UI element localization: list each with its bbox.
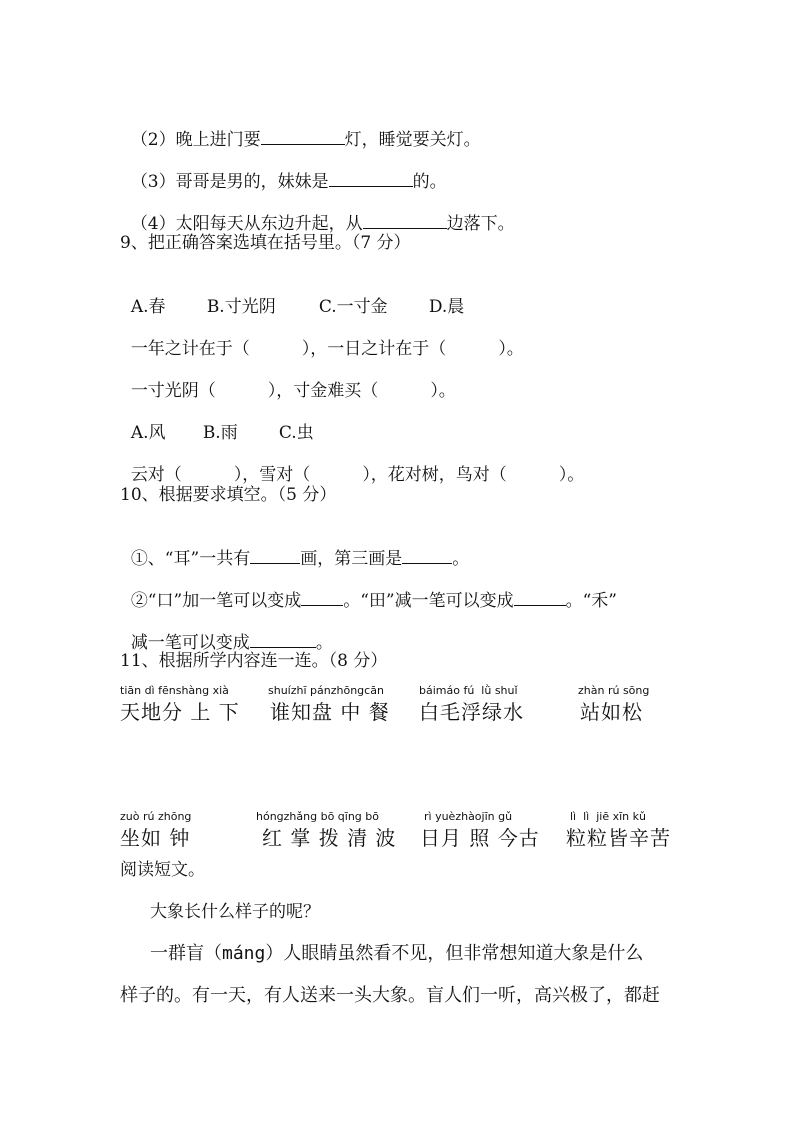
q10-l3-b: 。 <box>315 633 333 653</box>
q9-s1-a: 一年之计在于（ <box>130 339 250 359</box>
q10-l1-b: 画，第三画是 <box>300 549 403 569</box>
q11-top-1-pinyin: tiān dì fēnshàng xià <box>120 684 229 697</box>
q11-top-4-hanzi[interactable]: 站如松 <box>580 700 643 724</box>
q10-l1-c: 。 <box>452 549 470 569</box>
q8-item-3-text-a: （3）哥哥是男的，妹妹是 <box>130 172 329 192</box>
q8-item-4-blank[interactable] <box>363 212 447 229</box>
q11-bottom-1-hanzi[interactable]: 坐如 钟 <box>120 826 191 850</box>
q9-s3-b: ），雪对（ <box>233 465 311 485</box>
q9-s2-c: ）。 <box>430 381 456 401</box>
q11-bottom-4-pinyin: lì lì jiē xīn kǔ <box>570 810 646 823</box>
q9-title: 9、把正确答案选填在括号里。（7 分） <box>120 233 411 253</box>
q9-s2-a: 一寸光阴（ <box>130 381 216 401</box>
q11-top-1-hanzi[interactable]: 天地分 上 下 <box>120 700 240 724</box>
q11-top-2-hanzi[interactable]: 谁知盘 中 餐 <box>270 700 390 724</box>
reading-title: 大象长什么样子的呢？ <box>150 902 320 922</box>
q10-line-1 <box>120 525 469 570</box>
q8-item-4 <box>120 190 515 235</box>
q11-top-2-pinyin: shuízhī pánzhōngcān <box>268 684 384 697</box>
q8-item-4-text-a: （4）太阳每天从东边升起，从 <box>130 214 363 234</box>
q10-l2-c: 。“禾” <box>565 591 617 611</box>
q10-title: 10、根据要求填空。（5 分） <box>120 485 337 505</box>
q9-sentence-3 <box>120 442 584 486</box>
q9-option-d: D.晨 <box>428 297 465 317</box>
q9-s1-c: ）。 <box>498 339 524 359</box>
q9-s3-c: ），花对树，鸟对（ <box>362 465 507 485</box>
q10-line-3 <box>120 609 333 654</box>
q8-item-3-blank[interactable] <box>329 170 413 187</box>
q11-bottom-3-hanzi[interactable]: 日月 照 今古 <box>420 826 540 850</box>
q9-s3-a: 云对（ <box>130 465 182 485</box>
q10-l1-a: ①、“耳”一共有 <box>130 549 251 569</box>
q10-l2-b: 。“田”减一笔可以变成 <box>343 591 514 611</box>
reading-heading: 阅读短文。 <box>120 860 205 880</box>
q8-item-2-blank[interactable] <box>261 128 345 145</box>
q10-line-2 <box>120 567 617 612</box>
q9-s1-b: ），一日之计在于（ <box>301 339 447 359</box>
q11-bottom-2-hanzi[interactable]: 红 掌 拨 清 波 <box>262 826 397 850</box>
q10-l2-blank-2[interactable] <box>514 589 566 606</box>
q11-top-4-pinyin: zhàn rú sōng <box>578 684 650 697</box>
q9-s2-b: ），寸金难买（ <box>267 381 379 401</box>
q11-bottom-2-pinyin: hóngzhǎng bō qīng bō <box>256 810 380 823</box>
q9-sentence-2 <box>120 358 456 402</box>
reading-paragraph-line-1: 一群盲（máng）人眼睛虽然看不见，但非常想知道大象是什么 <box>150 943 644 964</box>
q9-sentence-1 <box>120 316 524 360</box>
q11-bottom-3-pinyin: rì yuèzhàojīn gǔ <box>424 810 513 823</box>
q9-options-1 <box>120 274 464 318</box>
q10-l3-a: 减一笔可以变成 <box>130 633 250 653</box>
q10-l3-blank[interactable] <box>250 631 316 648</box>
q8-item-3-text-b: 的。 <box>412 172 447 192</box>
q8-item-2-text-b: 灯，睡觉要关灯。 <box>344 130 481 150</box>
q11-top-3-pinyin: báimáo fú lǜ shuǐ <box>419 684 518 697</box>
q9-option-c: C.一寸金 <box>318 297 388 317</box>
q9-options-2 <box>120 400 314 444</box>
q10-l1-blank-2[interactable] <box>402 547 452 564</box>
q8-item-3 <box>120 148 447 193</box>
q10-l2-a: ②“口”加一笔可以变成 <box>130 591 302 611</box>
q8-item-2-text-a: （2）晚上进门要 <box>130 130 261 150</box>
q9-option-b: B.寸光阴 <box>206 297 276 317</box>
q11-bottom-1-pinyin: zuò rú zhōng <box>120 810 192 823</box>
q9-option-wind: A.风 <box>130 423 166 443</box>
q9-option-insect: C.虫 <box>278 423 314 443</box>
q11-title: 11、根据所学内容连一连。（8 分） <box>120 651 388 671</box>
q11-bottom-4-hanzi[interactable]: 粒粒皆辛苦 <box>566 826 671 850</box>
q8-item-4-text-b: 边落下。 <box>446 214 515 234</box>
q10-l2-blank-1[interactable] <box>301 589 343 606</box>
q10-l1-blank-1[interactable] <box>250 547 300 564</box>
q9-option-rain: B.雨 <box>202 423 238 443</box>
q8-item-2 <box>120 106 481 151</box>
q9-s3-d: ）。 <box>558 465 585 485</box>
reading-paragraph-line-2: 样子的。有一天，有人送来一头大象。盲人们一听，高兴极了，都赶 <box>120 985 660 1006</box>
q11-top-3-hanzi[interactable]: 白毛浮绿水 <box>419 700 524 724</box>
q9-option-a: A.春 <box>130 297 166 317</box>
